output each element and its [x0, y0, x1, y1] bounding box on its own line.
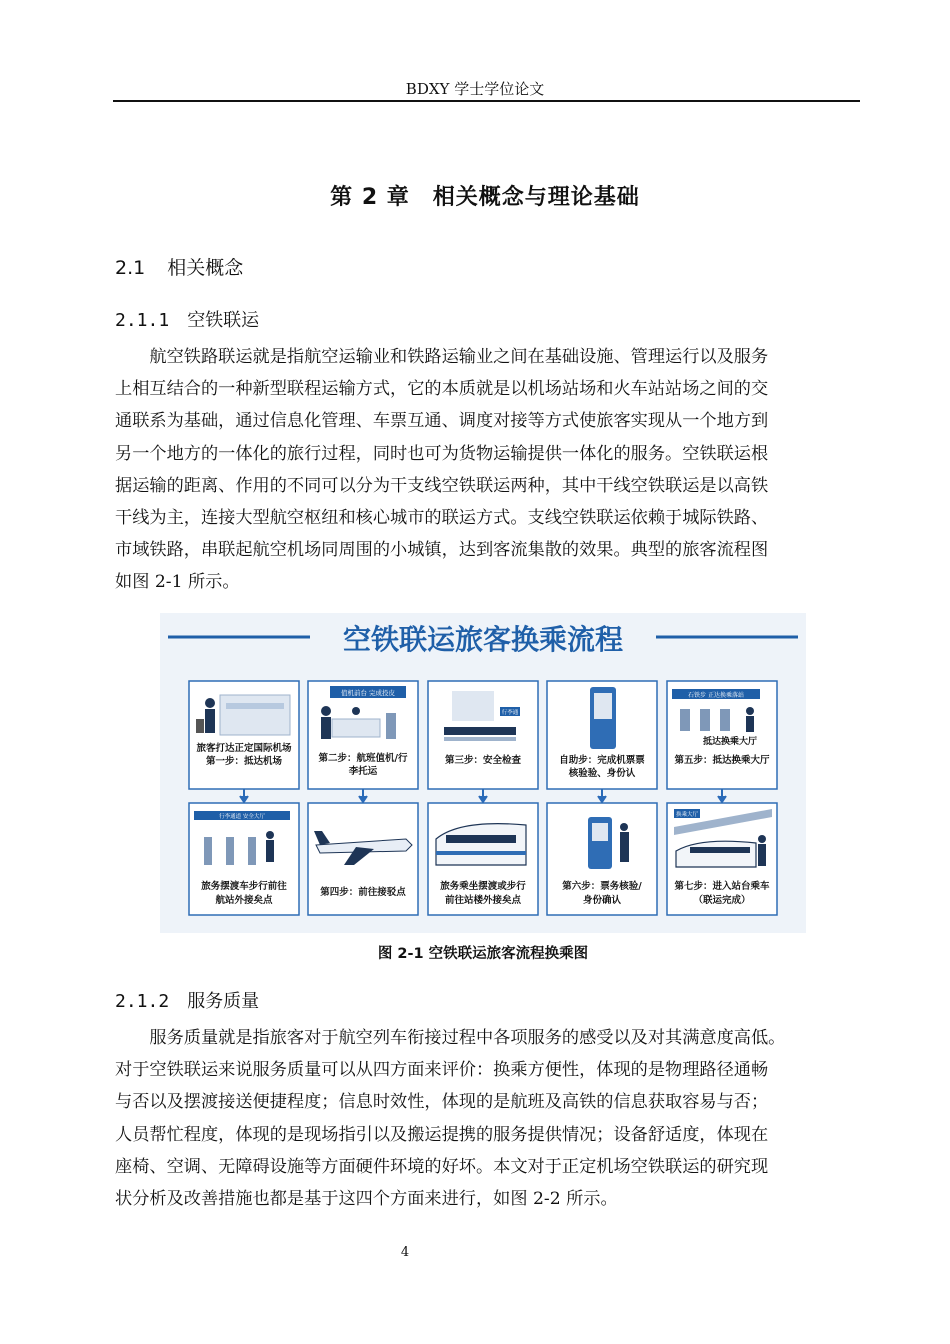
subsection-number: 2.1.1: [115, 310, 170, 331]
step-label-line: 自助步：完成机票票: [559, 755, 645, 766]
security-hall-sign-text: 行李通道 安全大厅: [219, 814, 265, 820]
paragraph-line: 另一个地方的一体化的旅行过程，同时也可为货物运输提供一体化的服务。空铁联运根: [115, 443, 769, 464]
step-panel-top-5: [667, 681, 777, 789]
figure-caption: 图 2-1 空铁联运旅客流程换乘图: [377, 946, 589, 962]
step-panel-bottom-1: [189, 803, 299, 915]
section-heading: [115, 253, 243, 280]
paragraph-line: 市域铁路，串联起航空机场同周围的小城镇，达到客流集散的效果。典型的旅客流程图: [115, 540, 769, 561]
subsection-heading-2: [115, 987, 259, 1013]
step-label-line: 第六步：票务核验/: [562, 881, 642, 892]
step-label-line: 核验验、身份认: [568, 768, 636, 779]
section-number: 2.1: [115, 257, 146, 279]
paragraph-line: 据运输的距离、作用的不同可以分为干支线空铁联运两种，其中干线空铁联运是以高铁: [115, 475, 769, 496]
terminal-building-icon: [220, 695, 290, 735]
train-windows-icon: [446, 835, 516, 843]
step-label-line: 身份确认: [582, 895, 622, 906]
step-label-line: 前往站楼外接矣点: [444, 895, 522, 906]
step-label-line: 第五步：抵达换乘大厅: [674, 755, 770, 766]
step-panel-bottom-5: [667, 803, 777, 915]
figure-title: 空铁联运旅客换乘流程: [342, 623, 624, 656]
passenger-head-icon: [758, 835, 766, 843]
building-windows: [226, 703, 284, 709]
hall-sign-text: 换乘大厅: [675, 812, 699, 818]
passenger-body-icon: [205, 709, 215, 733]
step-label-line: 航站外接矣点: [215, 895, 273, 906]
section-title: 相关概念: [167, 257, 244, 279]
step-label-line: 第七步：进入站台乘车: [674, 881, 770, 892]
subsection-title: 服务质量: [187, 991, 260, 1012]
step-label-line: 第二步：航班值机/行: [318, 753, 408, 764]
paragraph-line: 人员帮忙程度，体现的是现场指引以及搬运提携的服务提供情况；设备舒适度，体现在: [115, 1124, 769, 1145]
seating-row-icon: [444, 727, 516, 735]
gate-icon: [720, 709, 730, 731]
staff-head-icon: [620, 823, 628, 831]
kiosk-screen-icon: [594, 693, 612, 719]
step-panel-bottom-2: [308, 803, 418, 915]
passenger-head-icon: [321, 706, 331, 716]
counter-sign-text: 值机前台 完成投皮: [340, 689, 396, 697]
step-label-line: （联运完成）: [693, 895, 751, 906]
step-label-line: 旅务乘坐摆渡或步行: [440, 881, 526, 892]
step-label-line: 第三步：安全检查: [444, 755, 522, 766]
suitcase-icon: [196, 719, 204, 733]
kiosk-screen-icon: [592, 823, 608, 841]
transfer-process-figure: [160, 613, 806, 933]
passenger-body-icon: [266, 840, 274, 862]
step-label-line: 李托运: [348, 766, 378, 777]
step-label-line: 旅务摆渡车步行前往: [201, 881, 287, 892]
train-windows-icon: [690, 847, 750, 853]
step-panel-top-4: [547, 681, 657, 789]
running-header: BDXY 学士学位论文: [405, 80, 545, 98]
paragraph-2: [115, 1022, 865, 1215]
gate-icon: [226, 837, 234, 865]
subsection-number: 2.1.2: [115, 991, 170, 1012]
paragraph-1: [115, 341, 865, 599]
gate-icon: [680, 709, 690, 731]
baggage-sign-text: 行李通: [501, 710, 519, 716]
gate-icon: [248, 837, 256, 865]
transfer-hall-sign-text: 石铁步 正达换乘落站: [688, 692, 744, 699]
paragraph-line: 上相互结合的一种新型联程运输方式，它的本质就是以机场站场和火车站站场之间的交: [115, 379, 769, 400]
paragraph-line: 干线为主，连接大型航空枢纽和核心城市的联运方式。支线空铁联运依赖于城际铁路、: [115, 508, 769, 529]
paragraph-line: 通联系为基础，通过信息化管理、车票互通、调度对接等方式使旅客实现从一个地方到: [115, 411, 769, 432]
train-stripe-icon: [436, 851, 526, 855]
passenger-body-icon: [758, 844, 766, 866]
subsection-heading-1: [115, 306, 259, 332]
paragraph-line: 与否以及摆渡接送便捷程度；信息时效性，体现的是航班及高铁的信息获取容易与否；: [115, 1092, 769, 1113]
window-icon: [452, 691, 494, 721]
paragraph-line: 如图 2-1 所示。: [115, 572, 240, 593]
step-label-line: 第一步：抵达机场: [205, 756, 283, 767]
passenger-head-icon: [205, 698, 215, 708]
step-panel-top-1: [189, 681, 299, 789]
page-number: 4: [400, 1245, 410, 1260]
paragraph-line: 对于空铁联运来说服务质量可以从四方面来评价：换乘方便性，体现的是物理路径通畅: [115, 1060, 769, 1081]
step-panel-bottom-4: [547, 803, 657, 915]
passenger-body-icon: [746, 716, 754, 732]
paragraph-line: 航空铁路联运就是指航空运输业和铁路运输业之间在基础设施、管理运行以及服务: [115, 347, 769, 367]
chapter-title: 第 2 章 相关概念与理论基础: [330, 185, 640, 210]
kiosk-icon: [386, 713, 396, 739]
step-panel-top-3: [428, 681, 538, 789]
paragraph-line: 状分析及改善措施也都是基于这四个方面来进行，如图 2-2 所示。: [115, 1189, 618, 1210]
header-rule: [113, 100, 860, 102]
step-panel-bottom-3: [428, 803, 538, 915]
paragraph-line: 座椅、空调、无障碍设施等方面硬件环境的好坏。本文对于正定机场空铁联运的研究现: [115, 1156, 769, 1177]
step-label-line: 旅客打达正定国际机场: [196, 743, 292, 754]
step-panel-top-2: [308, 681, 418, 789]
paragraph-line: 服务质量就是指旅客对于航空列车衔接过程中各项服务的感受以及对其满意度高低。: [115, 1028, 786, 1048]
passenger-body-icon: [321, 717, 331, 739]
agent-head-icon: [352, 707, 360, 715]
subsection-title: 空铁联运: [187, 310, 260, 331]
passenger-head-icon: [746, 707, 754, 715]
step-label-line: 第四步：前往接驳点: [320, 887, 406, 898]
seating-base-icon: [444, 737, 516, 741]
gate-icon: [204, 837, 212, 865]
panel-frame: [308, 803, 418, 915]
transfer-hall-label: 抵达换乘大厅: [702, 737, 758, 747]
passenger-head-icon: [266, 831, 274, 839]
check-in-counter-icon: [332, 719, 380, 737]
gate-icon: [700, 709, 710, 731]
staff-body-icon: [620, 832, 629, 862]
